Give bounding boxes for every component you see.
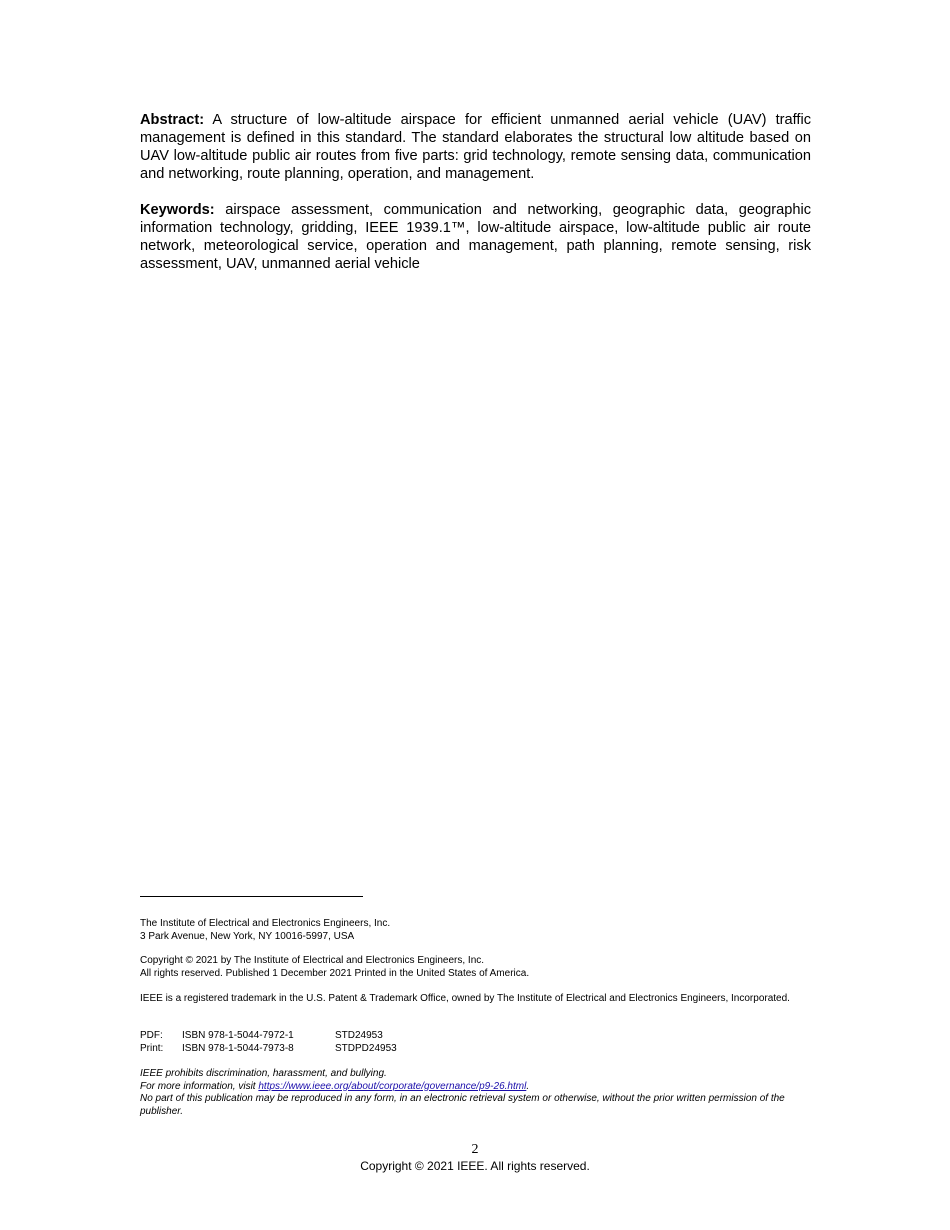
notice-line-2 — [140, 1081, 812, 1094]
page-number: 2 — [471, 1142, 479, 1157]
trademark-text: IEEE is a registered trademark in the U.S. Patent & Trademark Office, owned by The Institute of Electrical and Electronics Engineers, Incorporated. — [140, 993, 790, 1004]
abstract-label: Abstract: — [140, 112, 205, 128]
trademark-notice — [140, 993, 812, 1006]
footnote-divider — [140, 896, 363, 897]
isbn-format: Print: — [140, 1042, 164, 1054]
isbn-format: PDF: — [140, 1030, 163, 1041]
isbn-row-pdf — [140, 1030, 812, 1043]
isbn-number: ISBN 978-1-5044-7972-1 — [182, 1030, 294, 1041]
copyright-line-2: All rights reserved. Published 1 December 2021 Printed in the United States of America. — [140, 967, 530, 979]
copyright-line-1: Copyright © 2021 by The Institute of Electrical and Electronics Engineers, Inc. — [140, 955, 485, 966]
isbn-code: STDPD24953 — [335, 1042, 397, 1054]
abstract-paragraph — [140, 111, 811, 183]
notice-line-3: No part of this publication may be reproduced in any form, in an electronic retrieval system or otherwise, without the prior written permission of the publisher. — [140, 1093, 785, 1117]
isbn-block — [140, 1030, 812, 1055]
keywords-paragraph — [140, 201, 811, 273]
keywords-label: Keywords: — [140, 202, 215, 218]
footer-copyright: Copyright © 2021 IEEE. All rights reserved. — [360, 1159, 590, 1173]
copyright-block — [140, 955, 812, 980]
keywords-text: airspace assessment, communication and networking, geographic data, geographic information technology, gridding, IEEE 1939.1™, low-altitude airspace, low-altitude public air route network, meteorological service, operation and management, path planning, remote sensing, risk assessment, UAV, unmanned aerial vehicle — [140, 202, 811, 272]
publisher-block — [140, 918, 812, 943]
publisher-address: 3 Park Avenue, New York, NY 10016-5997, USA — [140, 930, 355, 942]
isbn-code: STD24953 — [335, 1030, 383, 1041]
publisher-name: The Institute of Electrical and Electronics Engineers, Inc. — [140, 918, 391, 929]
notice-line-1: IEEE prohibits discrimination, harassment, and bullying. — [140, 1068, 387, 1079]
notice-line-2-suffix: . — [526, 1080, 530, 1092]
isbn-row-print — [140, 1043, 812, 1056]
governance-link[interactable]: https://www.ieee.org/about/corporate/governance/p9-26.html — [258, 1080, 527, 1092]
abstract-text: A structure of low-altitude airspace for efficient unmanned aerial vehicle (UAV) traffic management is defined in this standard. The standard elaborates the structural low altitude based on UAV low-altitude public air routes from five parts: grid technology, remote sensing data, communication and networking, route planning, operation, and management. — [140, 112, 811, 182]
legal-notice — [140, 1068, 812, 1118]
isbn-number: ISBN 978-1-5044-7973-8 — [182, 1042, 294, 1054]
notice-line-2-prefix: For more information, visit — [140, 1080, 259, 1092]
